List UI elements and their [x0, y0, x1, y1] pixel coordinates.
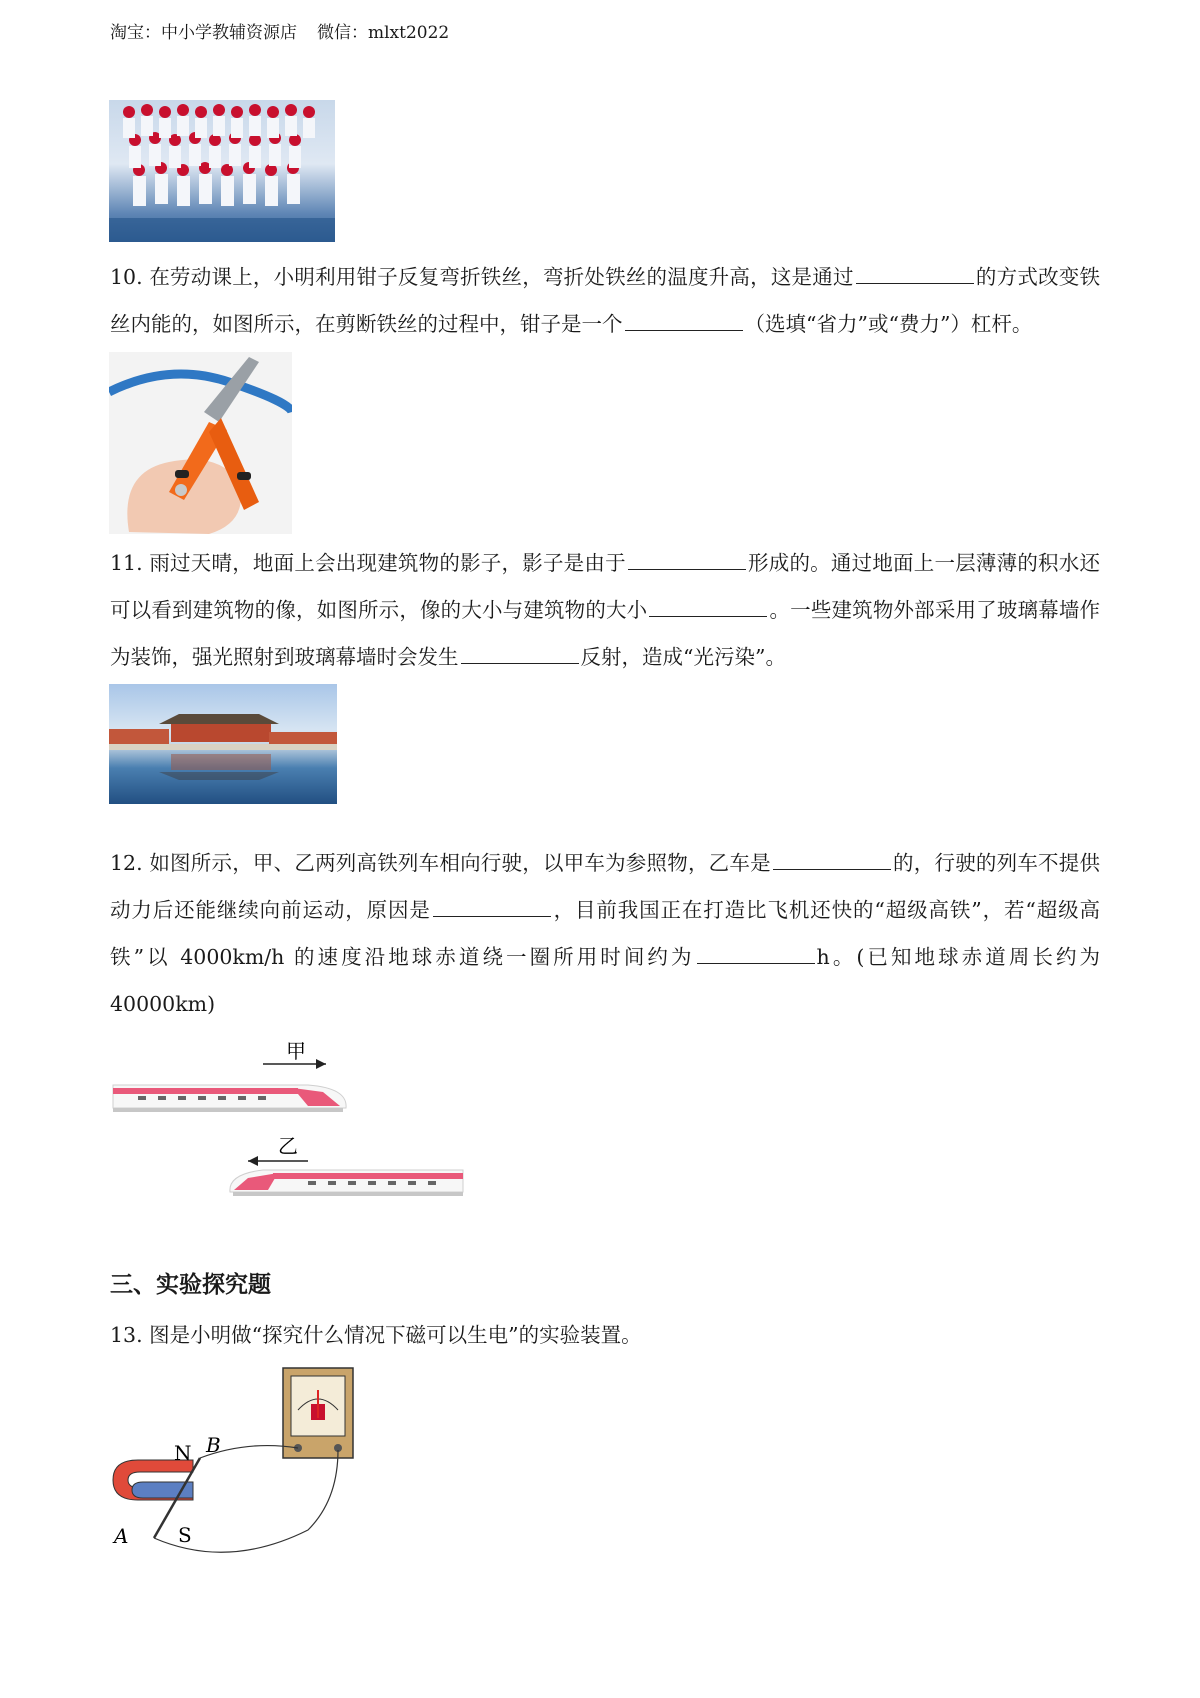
q10-number: 10.	[110, 265, 143, 289]
u-magnet	[113, 1460, 193, 1500]
skaters-photo	[109, 100, 335, 242]
q12-text-3: ，目前我国正在打造比飞机还快的“超级高铁”，若“超级高铁”以 4000km/h 的速度沿地球赤道绕一圈所用时间约为	[110, 898, 1100, 969]
apparatus-figure	[108, 1360, 368, 1560]
q11-text-4: 反射，造成“光污染”。	[580, 645, 786, 669]
q11-number: 11.	[110, 551, 143, 575]
q10-text-3: （选填“省力”或“费力”）杠杆。	[744, 312, 1033, 336]
pliers-photo	[109, 352, 292, 534]
header-shop: 淘宝：中小学教辅资源店	[110, 23, 297, 43]
label-a: A	[114, 1524, 129, 1548]
question-13	[110, 1312, 1100, 1359]
q10-text-2: 的方式改变铁丝内能的，如图所示，在剪断铁丝的过程中，钳子是一个	[110, 265, 1100, 336]
q12-text-4: h。(已知地球赤道周长约为 40000km)	[110, 945, 1101, 1016]
q12-blank-1[interactable]	[773, 851, 891, 870]
q12-blank-3[interactable]	[697, 945, 815, 964]
label-n: N	[174, 1441, 192, 1465]
q10-text-1: 在劳动课上，小明利用钳子反复弯折铁丝，弯折处铁丝的温度升高，这是通过	[149, 265, 854, 289]
q11-blank-2[interactable]	[649, 598, 767, 617]
q12-text-2: 的，行驶的列车不提供动力后还能继续向前运动，原因是	[110, 851, 1100, 922]
q11-text-1: 雨过天晴，地面上会出现建筑物的影子，影子是由于	[149, 551, 626, 575]
q11-blank-3[interactable]	[461, 645, 579, 664]
page-header	[110, 18, 449, 43]
q13-text: 图是小明做“探究什么情况下磁可以生电”的实验装置。	[149, 1323, 642, 1347]
train-b	[230, 1170, 463, 1196]
q10-blank-1[interactable]	[856, 265, 974, 284]
q11-blank-1[interactable]	[628, 551, 746, 570]
label-b: B	[206, 1433, 221, 1457]
question-10	[110, 254, 1100, 348]
label-s: S	[178, 1523, 192, 1547]
train-a-label: 甲	[286, 1040, 306, 1063]
train-a	[113, 1085, 346, 1112]
q11-text-3: 。一些建筑物外部采用了玻璃幕墙作为装饰，强光照射到玻璃幕墙时会发生	[110, 598, 1101, 669]
header-wechat: 微信：mlxt2022	[317, 23, 450, 43]
skaters-figures	[109, 100, 335, 242]
q12-number: 12.	[110, 851, 143, 875]
galvanometer	[283, 1368, 353, 1458]
question-12	[110, 840, 1100, 1028]
q13-number: 13.	[110, 1323, 143, 1347]
trains-figure	[108, 1040, 468, 1200]
pliers-illustration	[109, 352, 292, 534]
section-title: 三、实验探究题	[110, 1272, 271, 1298]
q12-text-1: 如图所示，甲、乙两列高铁列车相向行驶，以甲车为参照物，乙车是	[149, 851, 771, 875]
q11-text-2: 形成的。通过地面上一层薄薄的积水还可以看到建筑物的像，如图所示，像的大小与建筑物的大小	[110, 551, 1100, 622]
q10-blank-2[interactable]	[625, 312, 743, 331]
palace-illustration	[109, 684, 337, 804]
train-b-label: 乙	[278, 1134, 298, 1158]
palace-reflection-photo	[109, 684, 337, 804]
q12-blank-2[interactable]	[433, 898, 551, 917]
question-11	[110, 540, 1100, 681]
